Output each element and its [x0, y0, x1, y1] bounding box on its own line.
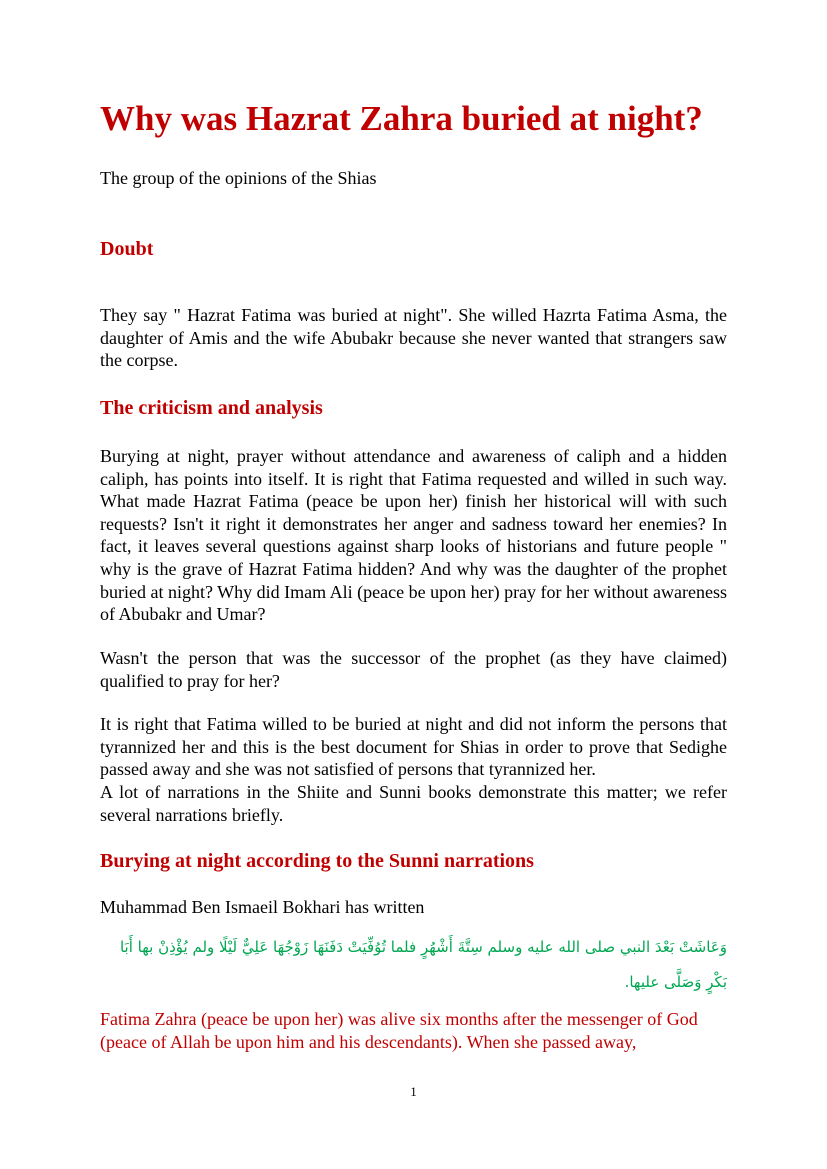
page-title: Why was Hazrat Zahra buried at night?: [100, 99, 703, 138]
paragraph-criticism-3b: A lot of narrations in the Shiite and Sunni books demonstrate this matter; we refer several narrations briefly.: [100, 782, 727, 825]
heading-doubt: Doubt: [100, 238, 154, 260]
paragraph-criticism-3a: It is right that Fatima willed to be buried at night and did not inform the persons that tyrannized her and this is the best document for Shias in order to prove that Sedighe passed away and she was not satisfied of persons that tyrannized her.: [100, 714, 727, 780]
page-number: 1: [410, 1084, 417, 1099]
paragraph-doubt: They say " Hazrat Fatima was buried at night". She willed Hazrta Fatima Asma, the daughter of Amis and the wife Abubakr because she never wanted that strangers saw the corpse.: [100, 305, 727, 371]
paragraph-criticism-2: Wasn't the person that was the successor of the prophet (as they have claimed) qualified to pray for her?: [100, 648, 727, 691]
paragraph-bokhari-intro: Muhammad Ben Ismaeil Bokhari has written: [100, 897, 425, 917]
paragraph-translation: Fatima Zahra (peace be upon her) was alive six months after the messenger of God (peace of Allah be upon him and his descendants). When she passed away,: [100, 1009, 698, 1052]
document-page: [100, 0, 727, 1169]
heading-sunni-narrations: Burying at night according to the Sunni narrations: [100, 850, 534, 872]
paragraph-criticism-1: Burying at night, prayer without attendance and awareness of caliph and a hidden caliph, has points into itself. It is right that Fatima requested and willed in such way. What made Hazrat Fatima (peace be upon her) finish her historical will with such requests? Isn't it right it demonstrates her anger and sadness toward her enemies? In fact, it leaves several questions against sharp looks of historians and future people " why is the grave of Hazrat Fatima hidden? And why was the daughter of the prophet buried at night? Why did Imam Ali (peace be upon her) pray for her without awareness of Abubakr and Umar?: [100, 446, 727, 625]
arabic-quote: وَعَاشَتْ بَعْدَ النبي صلى الله عليه وسلم سِتَّةَ أَشْهُرٍ فلما تُوُفِّيَتْ دَفَنَهَا زَوْجُهَا عَلِيٌّ لَيْلًا ولم يُؤْذِنْ بها أَبَا بَكْرٍ وَصَلَّى عليها.: [119, 938, 727, 991]
heading-criticism: The criticism and analysis: [100, 397, 323, 419]
subtitle: The group of the opinions of the Shias: [100, 168, 377, 188]
